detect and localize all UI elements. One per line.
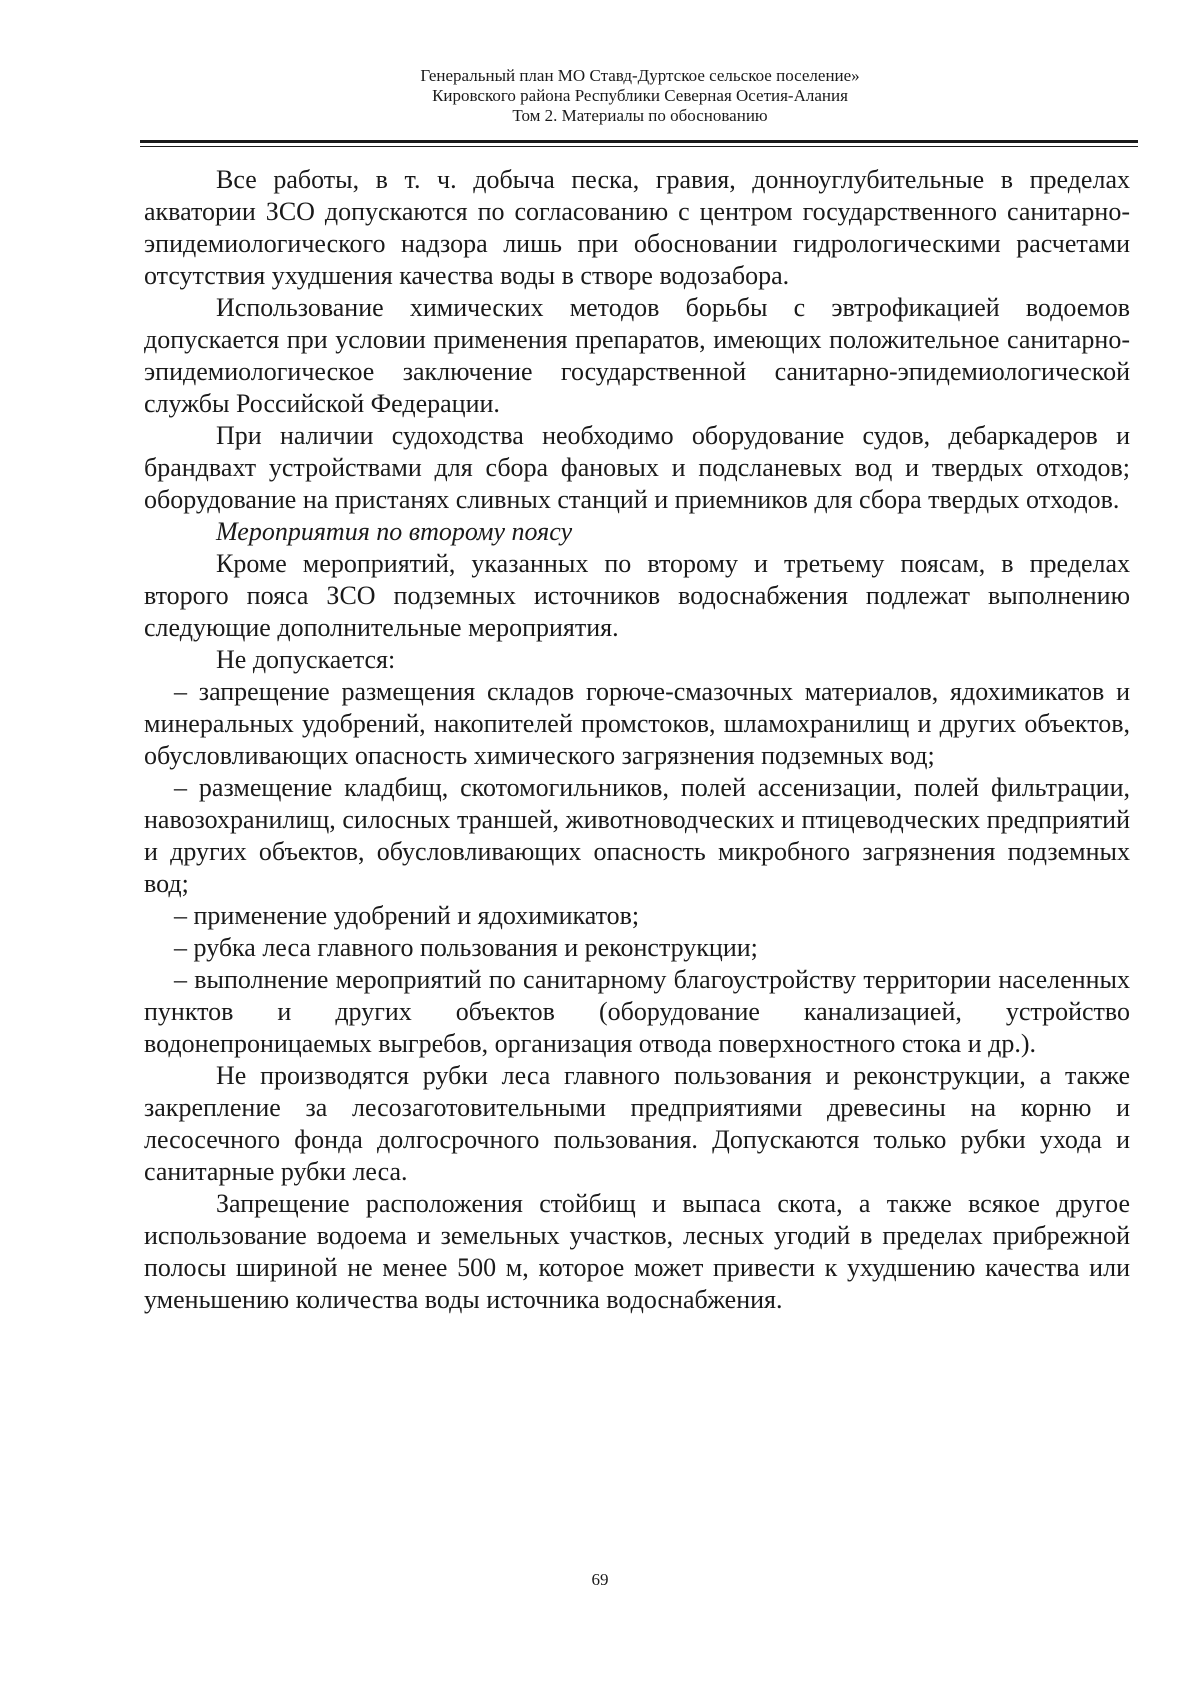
list-dash: –: [174, 933, 187, 962]
paragraph-7: Запрещение расположения стойбищ и выпаса скота, а также всякое другое использование водоема и земельных участков, лесных угодий в пределах прибрежной полосы шириной не менее 500 м, которое может привести к ухудшению качества или уменьшению количества воды источника водоснабжения.: [144, 1189, 1130, 1314]
list-item: [144, 772, 1130, 900]
list-dash: –: [174, 901, 187, 930]
list-item: [144, 900, 1130, 932]
list-item-text: запрещение размещения складов горюче-смазочных материалов, ядохимикатов и минеральных удобрений, накопителей промстоков, шламохранилищ и других объектов, обусловливающих опасность химического загрязнения подземных вод;: [144, 677, 1130, 770]
list-item-text: размещение кладбищ, скотомогильников, полей ассенизации, полей фильтрации, навозохранилищ, силосных траншей, животноводческих и птицеводческих предприятий и других объектов, обусловливающих опасность микробного загрязнения подземных вод;: [144, 773, 1131, 898]
header-rule-thick: [140, 140, 1138, 143]
list-item: [144, 964, 1130, 1060]
header-line-2: Кировского района Республики Северная Осетия-Алания: [432, 86, 848, 105]
section-heading: Мероприятия по второму поясу: [216, 517, 573, 546]
header-line-3: Том 2. Материалы по обоснованию: [512, 106, 768, 125]
paragraph-4: Кроме мероприятий, указанных по второму и третьему поясам, в пределах второго пояса ЗСО подземных источников водоснабжения подлежат выполнению следующие дополнительные мероприятия.: [144, 549, 1130, 642]
header-rule-thin: [140, 146, 1138, 147]
list-item-text: рубка леса главного пользования и реконструкции;: [193, 933, 758, 962]
page-number: 69: [591, 1570, 609, 1589]
header-line-1: Генеральный план МО Ставд-Дуртское сельское поселение»: [420, 66, 860, 85]
running-header: [140, 66, 1140, 126]
paragraph-2: Использование химических методов борьбы с эвтрофикацией водоемов допускается при условии применения препаратов, имеющих положительное санитарно-эпидемиологическое заключение государственной санитарно-эпидемиологической службы Российской Федерации.: [144, 293, 1130, 418]
list-item: [144, 932, 1130, 964]
list-item: [144, 676, 1130, 772]
list-dash: –: [174, 677, 187, 706]
paragraph-3: При наличии судоходства необходимо оборудование судов, дебаркадеров и брандвахт устройствами для сбора фановых и подсланевых вод и твердых отходов; оборудование на пристанях сливных станций и приемников для сбора твердых отходов.: [144, 421, 1130, 514]
body-text: [144, 164, 1130, 1316]
list-item-text: применение удобрений и ядохимикатов;: [193, 901, 640, 930]
list-item-text: выполнение мероприятий по санитарному благоустройству территории населенных пунктов и других объектов (оборудование канализацией, устройство водонепроницаемых выгребов, организация отвода поверхностного стока и др.).: [144, 965, 1130, 1058]
list-dash: –: [174, 965, 187, 994]
paragraph-5: Не допускается:: [216, 645, 396, 674]
list-dash: –: [174, 773, 187, 802]
paragraph-6: Не производятся рубки леса главного пользования и реконструкции, а также закрепление за лесозаготовительными предприятиями древесины на корню и лесосечного фонда долгосрочного пользования. Допускаются только рубки ухода и санитарные рубки леса.: [144, 1061, 1130, 1186]
paragraph-1: Все работы, в т. ч. добыча песка, гравия, донноуглубительные в пределах акватории ЗСО допускаются по согласованию с центром государственного санитарно-эпидемиологического надзора лишь при обосновании гидрологическими расчетами отсутствия ухудшения качества воды в створе водозабора.: [144, 165, 1130, 290]
